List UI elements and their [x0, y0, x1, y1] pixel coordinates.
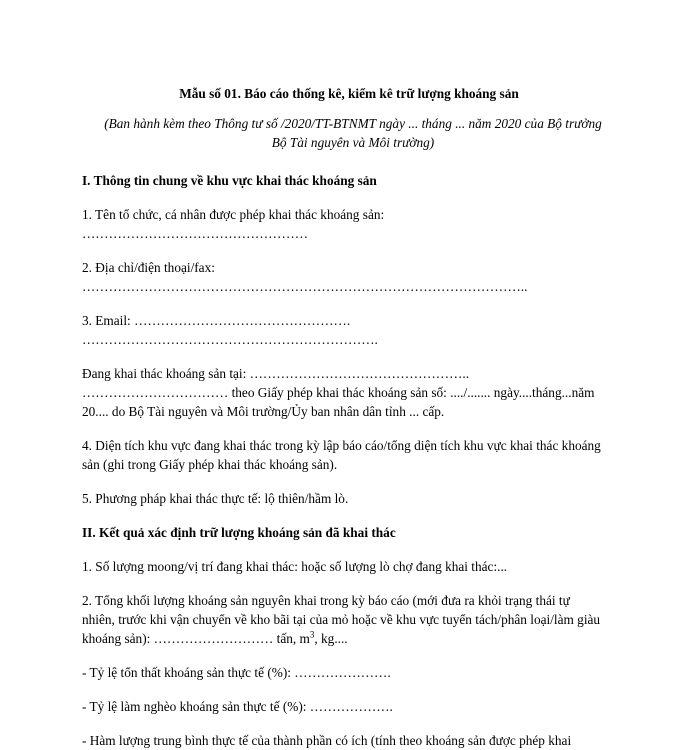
- field-mining-location: [82, 364, 604, 421]
- field-mining-location-line2: …………………………… theo Giấy phép khai thác khoáng sản số: ..../....... ngày....tháng...năm 20.... do Bộ Tài nguyên và Môi trường/Ủy ban nhân dân tỉnh ... cấp.: [82, 385, 595, 419]
- field-dilution-rate: - Tỷ lệ làm nghèo khoáng sản thực tế (%): ……………….: [82, 699, 393, 714]
- field-raw-volume: [82, 591, 604, 648]
- document-title: Mẫu số 01. Báo cáo thống kê, kiểm kê trữ lượng khoáng sản: [179, 86, 519, 101]
- superscript-3: 3: [309, 629, 315, 640]
- field-email-dots: ………………………………………………………….: [82, 332, 378, 347]
- field-pit-count: 1. Số lượng moong/vị trí đang khai thác: hoặc số lượng lò chợ đang khai thác:...: [82, 559, 508, 574]
- field-address: [82, 258, 604, 296]
- field-raw-volume-tail: , kg....: [314, 631, 348, 646]
- field-mining-location-line1: Đang khai thác khoáng sản tại: …………………………………………..: [82, 366, 470, 381]
- section-2-heading: II. Kết quả xác định trữ lượng khoáng sản đã khai thác: [82, 525, 396, 540]
- field-area: 4. Diện tích khu vực đang khai thác trong kỳ lập báo cáo/tổng diện tích khu vực khai thác khoáng sản (ghi trong Giấy phép khai thác khoáng sản).: [82, 438, 601, 472]
- field-mining-method: 5. Phương pháp khai thác thực tế: lộ thiên/hầm lò.: [82, 491, 349, 506]
- field-email-label: 3. Email: ………………………………………….: [82, 313, 351, 328]
- field-address-dots: ………………………………………………………………………………………..: [82, 279, 528, 294]
- field-loss-rate: - Tỷ lệ tổn thất khoáng sản thực tế (%): ………………….: [82, 665, 391, 680]
- field-email: [82, 311, 604, 349]
- section-1-heading: I. Thông tin chung về khu vực khai thác khoáng sản: [82, 173, 377, 188]
- field-average-content: - Hàm lượng trung bình thực tế của thành phần có ích (tính theo khoáng sản được phép khai: [82, 733, 572, 748]
- field-raw-volume-text: 2. Tổng khối lượng khoáng sản nguyên khai trong kỳ báo cáo (mới đưa ra khỏi trạng thái tự nhiên, trước khi vận chuyển về kho bãi tại của mỏ hoặc về khu vực tuyển tách/phân loại/làm giàu khoáng sản): ……………………… tấn, m: [82, 593, 601, 646]
- field-address-label: 2. Địa chỉ/điện thoại/fax:: [82, 260, 215, 275]
- field-organization-name: 1. Tên tổ chức, cá nhân được phép khai thác khoáng sản: ……………………………………………: [82, 207, 385, 241]
- document-subtitle: (Ban hành kèm theo Thông tư số /2020/TT-BTNMT ngày ... tháng ... năm 2020 của Bộ trưởng Bộ Tài nguyên và Môi trường): [104, 116, 602, 150]
